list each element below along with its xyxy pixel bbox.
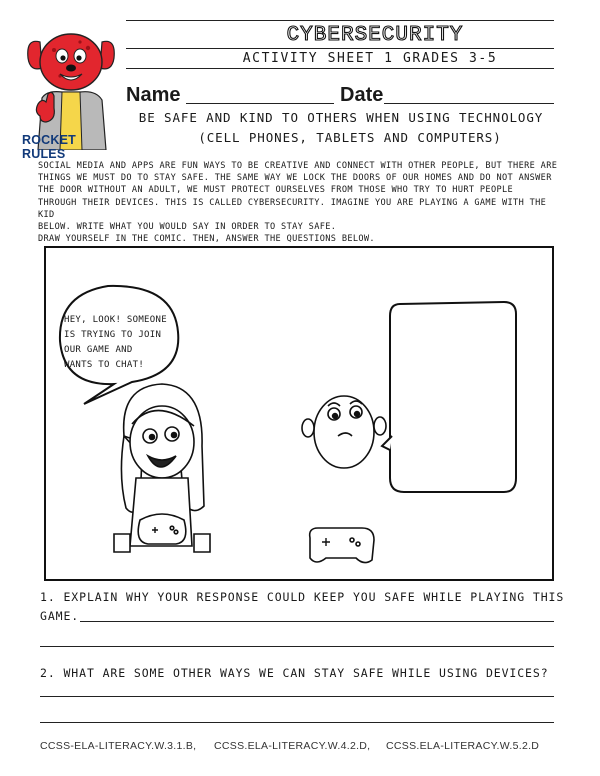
speech-bubble-text: [64, 313, 168, 373]
answer-line-2a[interactable]: [40, 696, 554, 697]
intro-line: DRAW YOURSELF IN THE COMIC. THEN, ANSWER THE QUESTIONS BELOW.: [38, 234, 375, 245]
kid-head-icon: [302, 396, 386, 468]
bubble-line: WANTS TO CHAT!: [64, 360, 145, 370]
standard-code: CCSS.ELA-LITERACY.W.4.2.D,: [214, 740, 371, 752]
intro-line: BELOW. WRITE WHAT YOU WOULD SAY IN ORDER TO STAY SAFE.: [38, 222, 337, 233]
comic-drawing: [44, 246, 554, 581]
question-1-continued: GAME.: [40, 609, 80, 623]
question-2: 2. WHAT ARE SOME OTHER WAYS WE CAN STAY SAFE WHILE USING DEVICES?: [40, 666, 549, 680]
girl-figure-icon: [114, 384, 210, 552]
bubble-line: HEY, LOOK! SOMEONE: [64, 315, 167, 325]
bubble-line: IS TRYING TO JOIN: [64, 330, 162, 340]
page-subtitle: ACTIVITY SHEET 1 GRADES 3-5: [242, 51, 498, 66]
bubble-line: OUR GAME AND: [64, 345, 133, 355]
name-label: Name: [126, 84, 181, 106]
speech-bubble-right-icon: [390, 302, 516, 492]
question-1: 1. EXPLAIN WHY YOUR RESPONSE COULD KEEP YOU SAFE WHILE PLAYING THIS: [40, 590, 565, 604]
standard-code: CCSS.ELA-LITERACY.W.5.2.D: [386, 740, 540, 752]
header-top-rule: [126, 20, 554, 21]
intro-line: THE DOOR WITHOUT AN ADULT, WE MUST PROTECT OURSELVES FROM THOSE WHO TRY TO HURT PEOPLE: [38, 185, 514, 196]
intro-line: SOCIAL MEDIA AND APPS ARE FUN WAYS TO BE CREATIVE AND CONNECT WITH OTHER PEOPLE, BUT THERE ARE: [38, 161, 558, 171]
intro-line: THROUGH THEIR DEVICES. THIS IS CALLED CYBERSECURITY. IMAGINE YOU ARE PLAYING A GAME WITH THE KID: [38, 197, 547, 220]
name-field-line[interactable]: [186, 103, 334, 104]
mascot-dog-icon: [22, 28, 120, 150]
instruction-subheading: (CELL PHONES, TABLETS AND COMPUTERS): [198, 130, 502, 145]
answer-line-1b[interactable]: [40, 646, 554, 647]
header-bottom-rule: [126, 68, 554, 69]
header-mid-rule: [126, 48, 554, 49]
answer-line-2b[interactable]: [40, 722, 554, 723]
answer-line-1a[interactable]: [80, 621, 554, 622]
standard-code: CCSS-ELA-LITERACY.W.3.1.B,: [40, 740, 197, 752]
game-controller-icon: [310, 528, 374, 563]
page-title: CYBERSECURITY: [286, 24, 464, 47]
instruction-heading: BE SAFE AND KIND TO OTHERS WHEN USING TECHNOLOGY: [138, 110, 544, 125]
date-label: Date: [340, 84, 384, 106]
brand-label: ROCKET RULES: [22, 133, 76, 161]
intro-paragraph: [38, 160, 568, 245]
date-field-line[interactable]: [384, 103, 554, 104]
intro-line: THINGS WE MUST DO TO STAY SAFE. THE SAME WAY WE LOCK THE DOORS OF OUR HOMES AND DO NOT ANSWER: [38, 173, 552, 184]
